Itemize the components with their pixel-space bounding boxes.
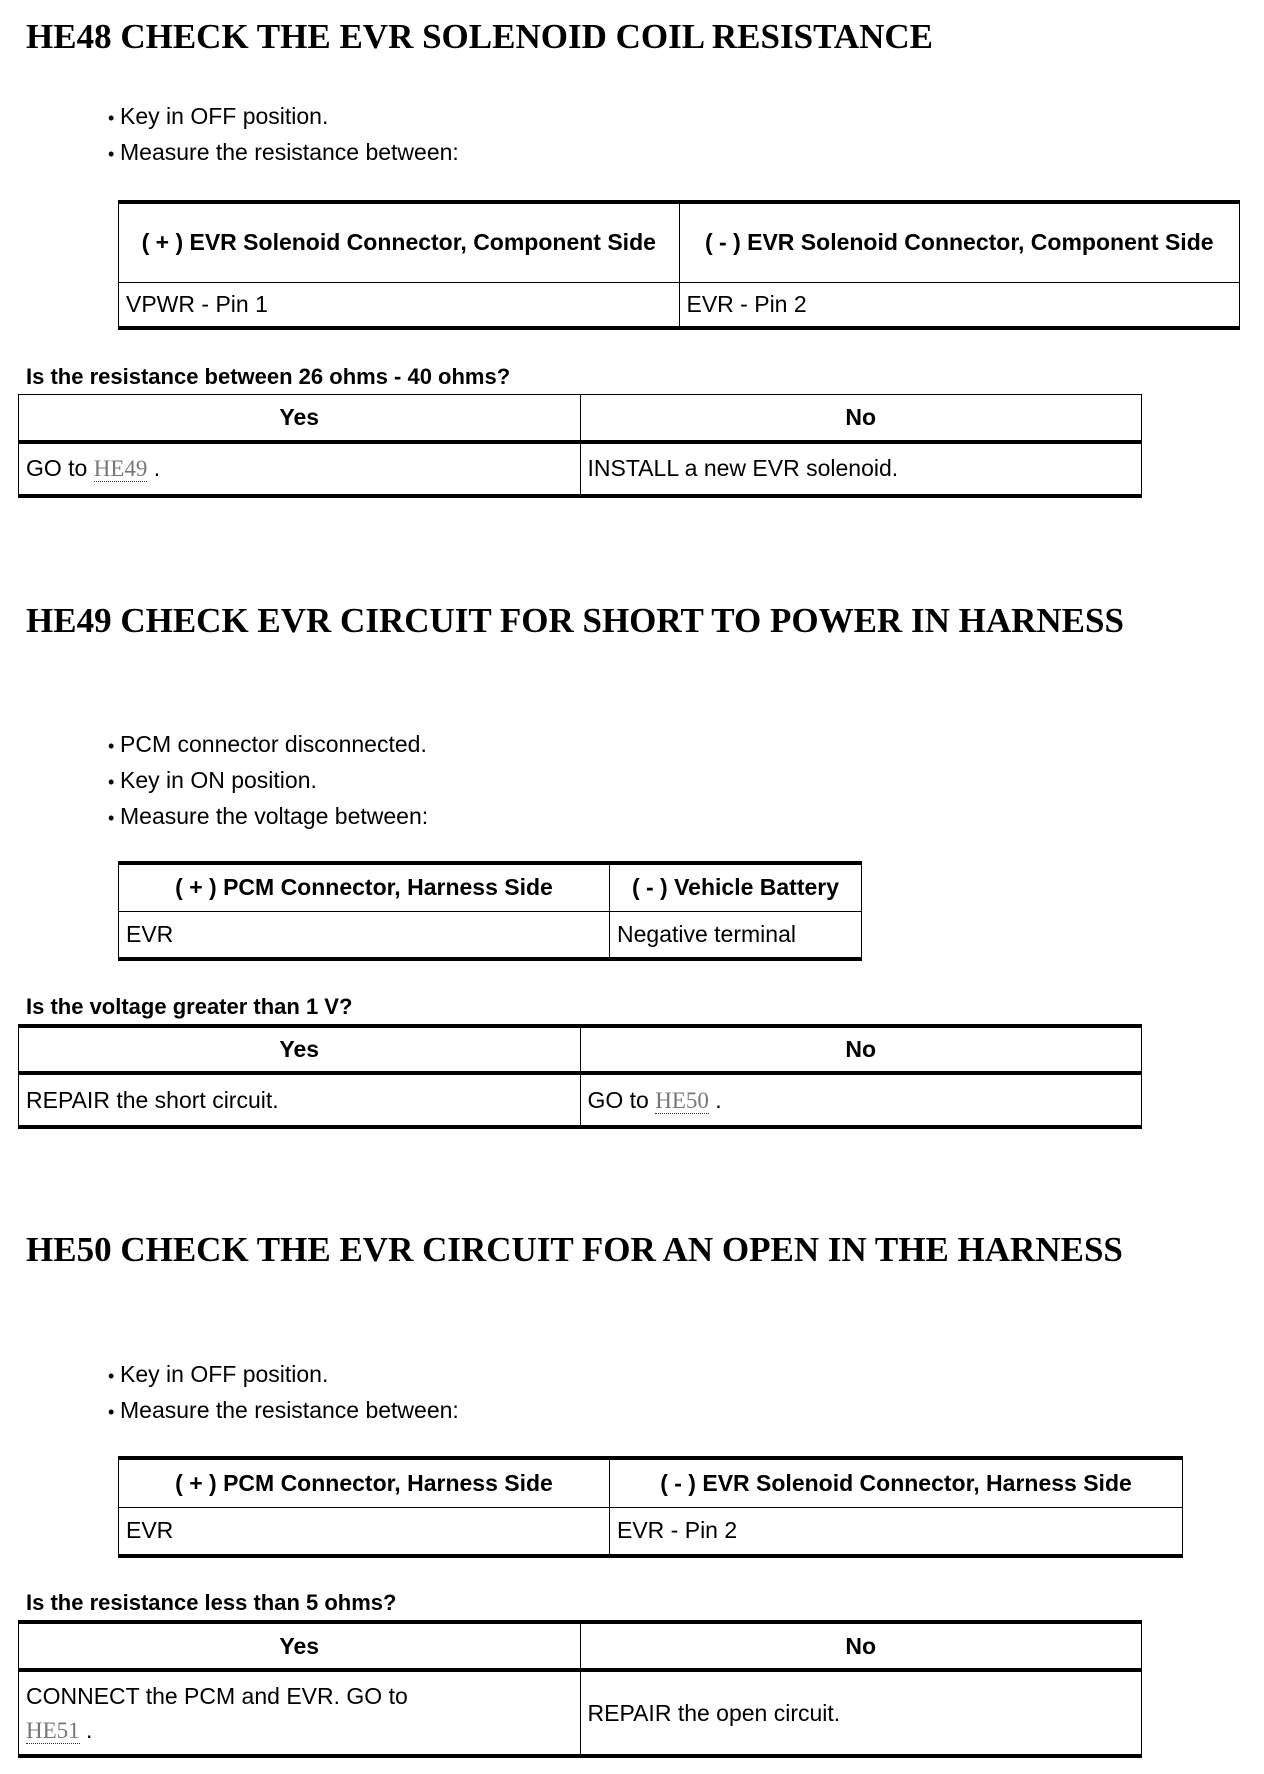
cell-positive: VPWR - Pin 1 bbox=[119, 282, 680, 328]
measure-table-he50 bbox=[118, 1456, 1183, 1558]
answer-no: GO to HE50 . bbox=[580, 1073, 1142, 1127]
cell-negative: EVR - Pin 2 bbox=[679, 282, 1240, 328]
cell-positive: EVR bbox=[119, 911, 610, 959]
link-he50[interactable]: HE50 bbox=[655, 1087, 709, 1113]
header-positive: ( + ) EVR Solenoid Connector, Component Side bbox=[119, 202, 680, 282]
instruction-item: • Measure the resistance between: bbox=[108, 135, 459, 171]
answer-yes: GO to HE49 . bbox=[19, 442, 581, 496]
instruction-item: • Key in OFF position. bbox=[108, 1357, 459, 1393]
answer-table-he48 bbox=[18, 394, 1142, 498]
header-no: No bbox=[580, 395, 1142, 442]
answer-table-he50 bbox=[18, 1620, 1142, 1758]
cell-negative: EVR - Pin 2 bbox=[610, 1507, 1183, 1556]
instruction-item: • Measure the voltage between: bbox=[108, 799, 428, 835]
instruction-item: • PCM connector disconnected. bbox=[108, 727, 428, 763]
answer-yes: REPAIR the short circuit. bbox=[19, 1073, 581, 1127]
answer-no: INSTALL a new EVR solenoid. bbox=[580, 442, 1142, 496]
cell-negative: Negative terminal bbox=[610, 911, 862, 959]
question-he48: Is the resistance between 26 ohms - 40 ohms? bbox=[26, 364, 511, 389]
header-no: No bbox=[580, 1622, 1142, 1670]
answer-table-he49 bbox=[18, 1024, 1142, 1129]
question-he49: Is the voltage greater than 1 V? bbox=[26, 994, 353, 1019]
step-title-he50: HE50 CHECK THE EVR CIRCUIT FOR AN OPEN IN THE HARNESS bbox=[26, 1230, 1123, 1269]
question-he50: Is the resistance less than 5 ohms? bbox=[26, 1590, 397, 1615]
instruction-item: • Key in OFF position. bbox=[108, 99, 459, 135]
header-positive: ( + ) PCM Connector, Harness Side bbox=[119, 1458, 610, 1507]
header-negative: ( - ) Vehicle Battery bbox=[610, 863, 862, 911]
header-yes: Yes bbox=[19, 1622, 581, 1670]
instructions-he48 bbox=[108, 99, 459, 171]
header-positive: ( + ) PCM Connector, Harness Side bbox=[119, 863, 610, 911]
header-no: No bbox=[580, 1026, 1142, 1073]
header-yes: Yes bbox=[19, 395, 581, 442]
instructions-he50 bbox=[108, 1357, 459, 1429]
answer-no: REPAIR the open circuit. bbox=[580, 1670, 1142, 1756]
header-yes: Yes bbox=[19, 1026, 581, 1073]
answer-yes: CONNECT the PCM and EVR. GO to HE51 . bbox=[19, 1670, 581, 1756]
step-title-he49: HE49 CHECK EVR CIRCUIT FOR SHORT TO POWER IN HARNESS bbox=[26, 601, 1124, 640]
measure-table-he48 bbox=[118, 200, 1240, 330]
link-he49[interactable]: HE49 bbox=[93, 456, 148, 481]
instruction-item: • Measure the resistance between: bbox=[108, 1393, 459, 1429]
measure-table-he49 bbox=[118, 861, 862, 961]
cell-positive: EVR bbox=[119, 1507, 610, 1556]
step-title-he48: HE48 CHECK THE EVR SOLENOID COIL RESISTANCE bbox=[26, 17, 933, 56]
instructions-he49 bbox=[108, 727, 428, 835]
link-he51[interactable]: HE51 bbox=[26, 1717, 80, 1743]
instruction-item: • Key in ON position. bbox=[108, 763, 428, 799]
header-negative: ( - ) EVR Solenoid Connector, Harness Side bbox=[610, 1458, 1183, 1507]
header-negative: ( - ) EVR Solenoid Connector, Component Side bbox=[679, 202, 1240, 282]
